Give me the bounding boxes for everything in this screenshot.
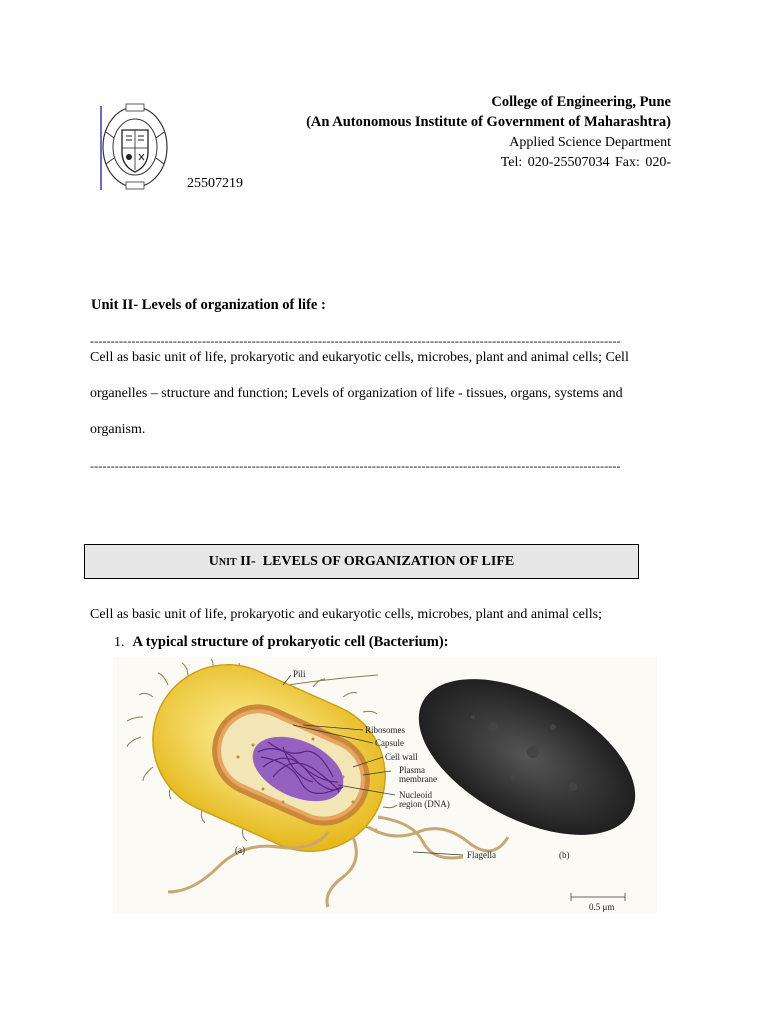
label-pili: Pili (293, 669, 306, 679)
label-plasma-1: Plasma (399, 765, 425, 775)
list-item-text: A typical structure of prokaryotic cell (Bacterium): (132, 634, 449, 650)
label-panel-a: (a) (235, 845, 245, 855)
syllabus-line-1: Cell as basic unit of life, prokaryotic and eukaryotic cells, microbes, plant and animal cells; Cell (90, 350, 629, 365)
department-line: Applied Science Department (509, 135, 671, 150)
unit-heading: Unit II- Levels of organization of life : (91, 297, 326, 313)
fax-continuation: 25507219 (187, 176, 243, 191)
label-nucleoid-2: region (DNA) (399, 799, 450, 809)
list-number: 1. (114, 635, 125, 650)
label-ribosomes: Ribosomes (365, 725, 406, 735)
banner-title: II- LEVELS OF ORGANIZATION OF LIFE (236, 553, 515, 569)
label-scale-bar: 0.5 μm (589, 902, 615, 912)
label-panel-b: (b) (559, 850, 570, 860)
section-banner (84, 544, 639, 579)
banner-prefix: Unit (208, 553, 237, 569)
label-cell-wall: Cell wall (385, 752, 418, 762)
label-plasma-2: membrane (399, 774, 437, 784)
divider-bottom: -------------------------------------------------------------------------------------------------------------------------------- (90, 459, 621, 473)
list-item (114, 634, 448, 651)
intro-text: Cell as basic unit of life, prokaryotic and eukaryotic cells, microbes, plant and animal cells; (90, 607, 603, 622)
bacterium-figure (113, 657, 657, 914)
label-capsule: Capsule (375, 738, 404, 748)
college-logo (98, 102, 172, 192)
electron-micrograph (394, 657, 657, 867)
divider-top: -------------------------------------------------------------------------------------------------------------------------------- (90, 334, 621, 348)
contact-line: Tel: 020-25507034 Fax: 020- (500, 155, 671, 170)
label-flagella: Flagella (467, 850, 496, 860)
syllabus-line-2: organelles – structure and function; Levels of organization of life - tissues, organs, systems and (90, 386, 623, 401)
syllabus-line-3: organism. (90, 422, 146, 437)
college-name: College of Engineering, Pune (491, 94, 671, 110)
institute-line: (An Autonomous Institute of Government of Maharashtra) (306, 114, 671, 130)
label-nucleoid-1: Nucleoid (399, 790, 432, 800)
